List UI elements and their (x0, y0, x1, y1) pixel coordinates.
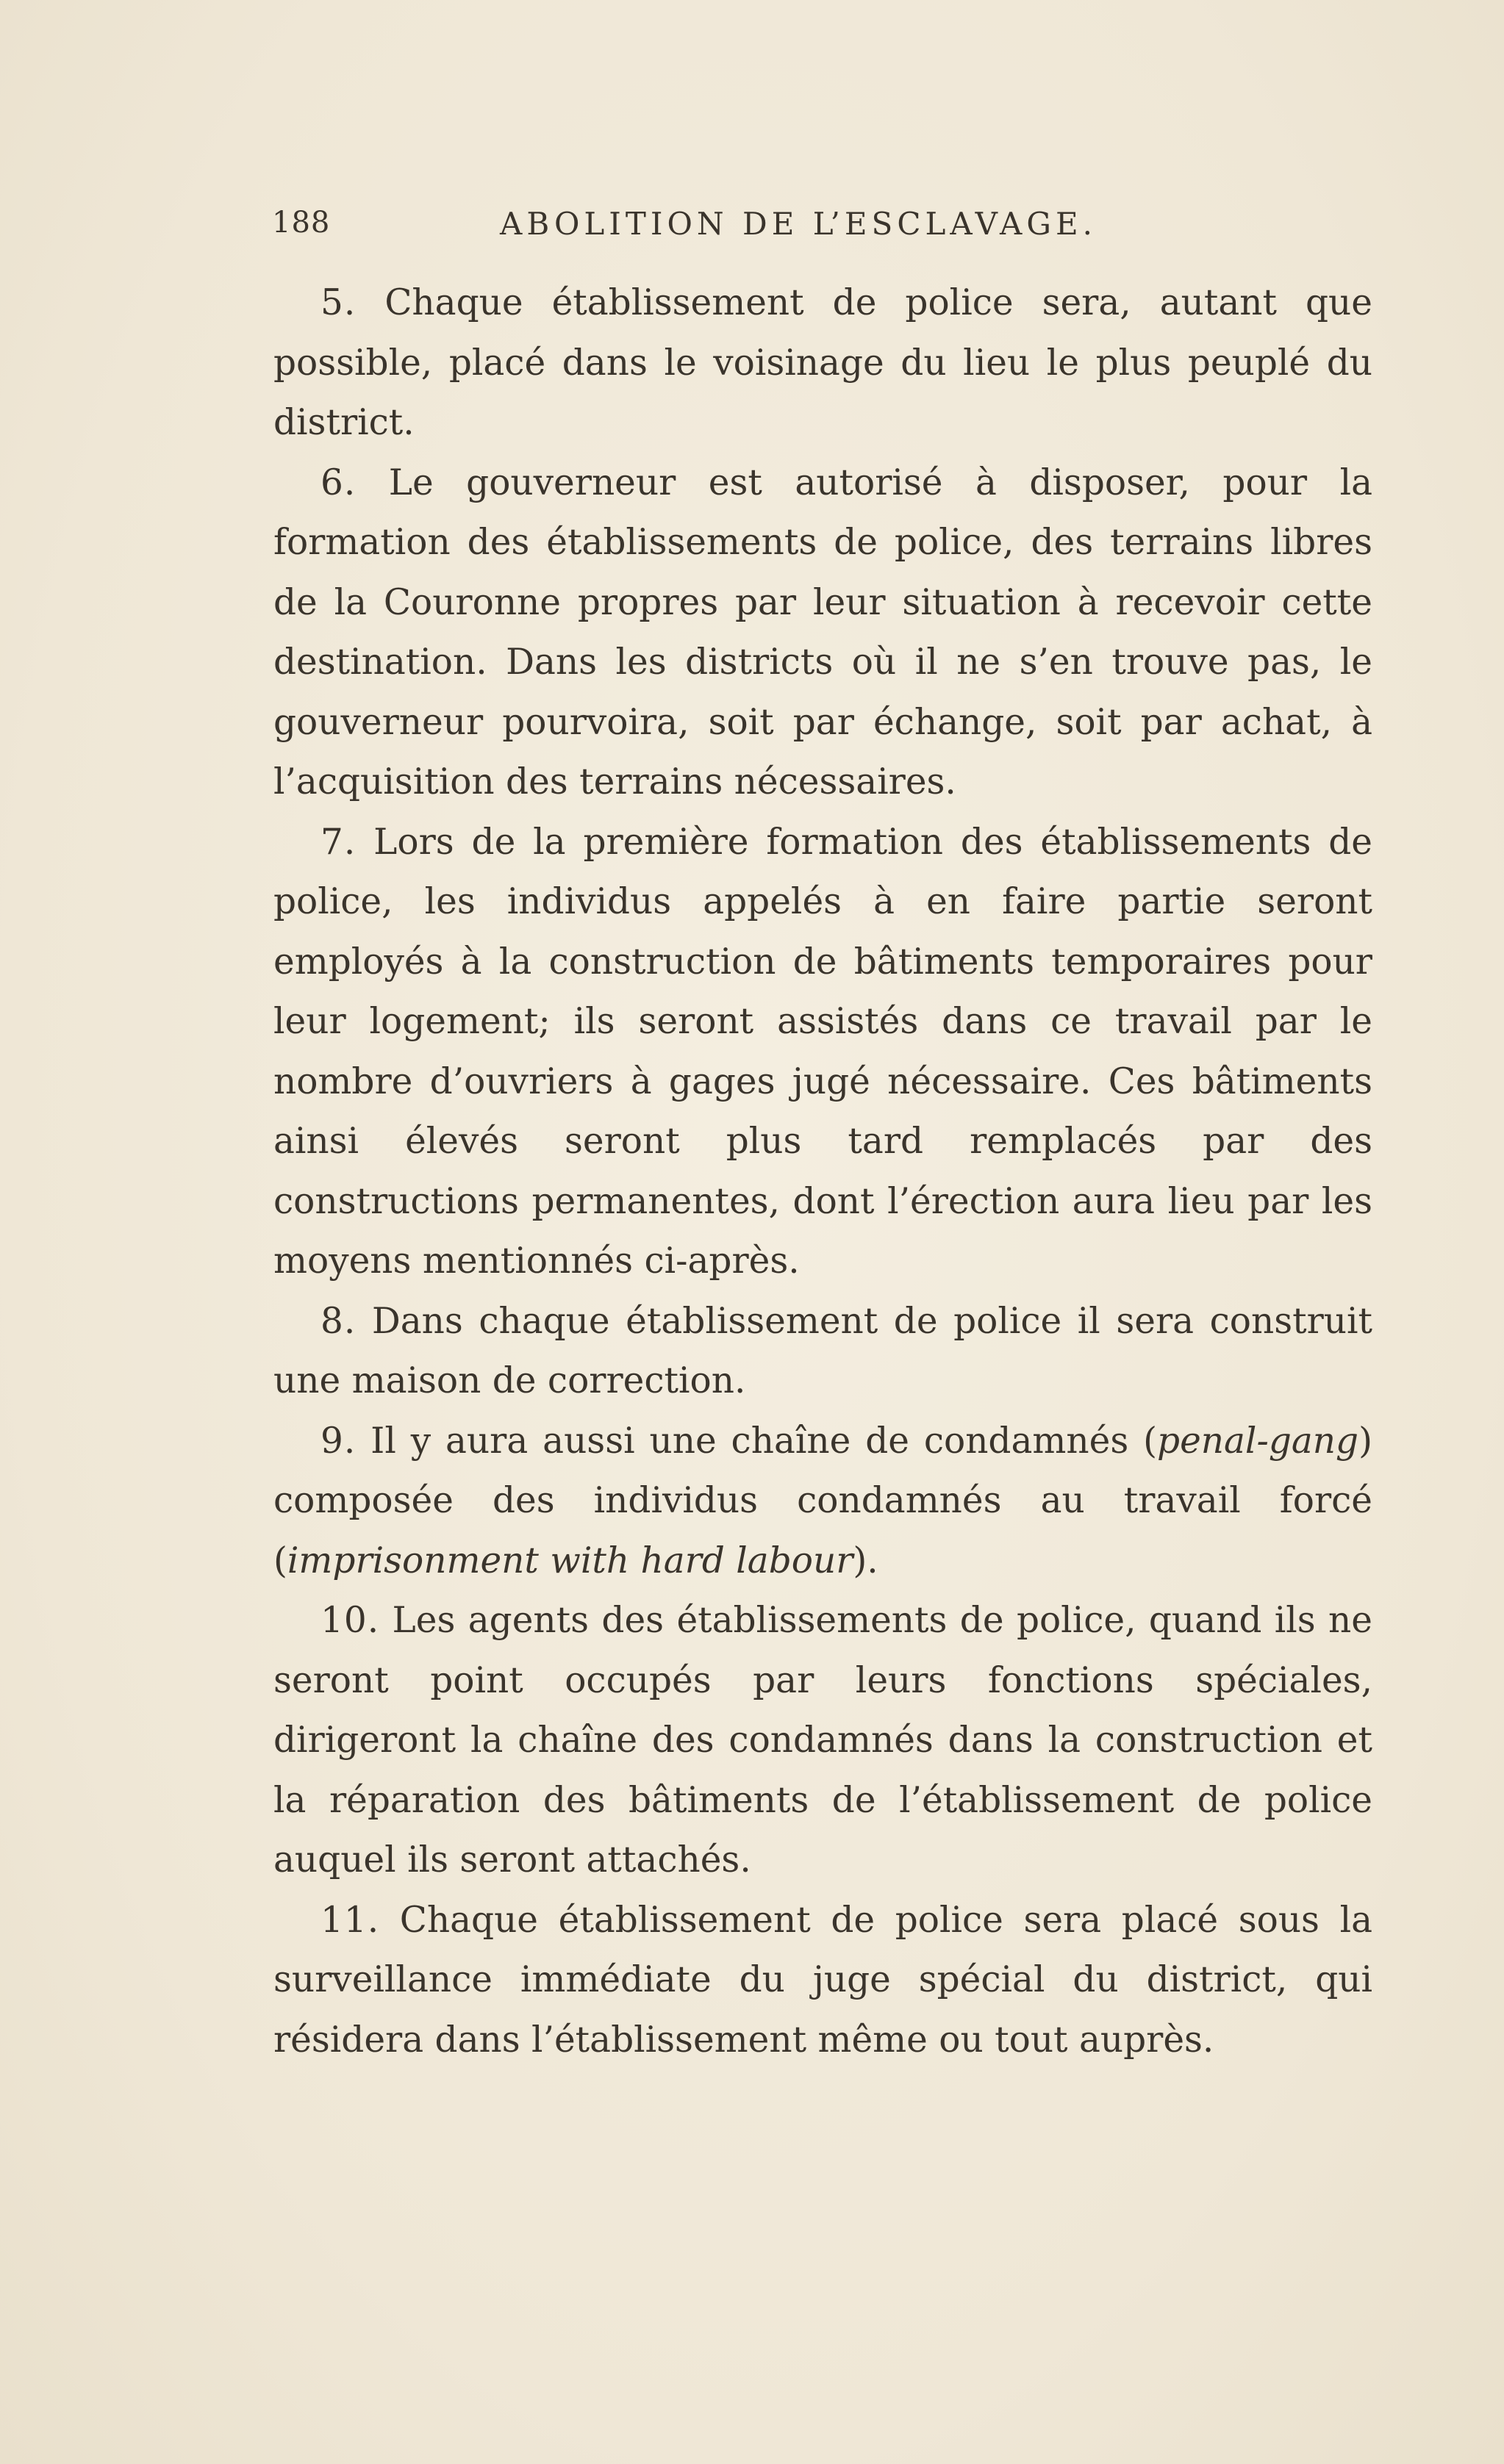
paragraph-text-part: ) composée des individus condamnés au travail forcé ( (273, 1420, 1372, 1581)
paragraph-text-part: ). (853, 1540, 878, 1581)
running-title: ABOLITION DE L’ESCLAVAGE. (500, 206, 1097, 242)
paragraph-11 (273, 1891, 1372, 2071)
paragraph-7 (273, 813, 1372, 1292)
paragraph-text: Dans chaque établissement de police il sera construit une maison de correction. (273, 1300, 1373, 1401)
paragraph-number: 10. (321, 1600, 380, 1641)
paragraph-text: Chaque établissement de police sera, autant que possible, placé dans le voisinage du lieu le plus peuplé du district. (273, 282, 1372, 443)
paragraph-number: 5. (321, 282, 357, 323)
running-head (272, 206, 1132, 250)
paragraph-number: 9. (321, 1420, 357, 1462)
paragraph-text-part: Il y aura aussi une chaîne de condamnés ( (370, 1420, 1158, 1462)
paragraph-9 (273, 1412, 1372, 1592)
paragraph-text: Lors de la première formation des établissements de police, les individus appelés à en faire partie seront employés à la construction de bâtiments temporaires pour leur logement; ils seront assistés dans ce travail par le nombre d’ouvriers à gages jugé nécessaire. Ces bâtiments ainsi élevés seront plus tard remplacés par des constructions permanentes, dont l’érection aura lieu par les moyens mentionnés ci-après. (273, 821, 1373, 1282)
paragraph-number: 11. (321, 1899, 380, 1941)
paragraph-6 (273, 453, 1372, 813)
paragraph-number: 7. (321, 821, 357, 863)
paragraph-number: 6. (321, 461, 357, 503)
paragraph-number: 8. (321, 1300, 357, 1342)
paragraph-text: Chaque établissement de police sera placé sous la surveillance immédiate du juge spécial du district, qui résidera dans l’établissement même ou tout auprès. (273, 1899, 1372, 2061)
paragraph-10 (273, 1591, 1372, 1891)
italic-term: imprisonment with hard labour (287, 1540, 853, 1581)
body-text (273, 273, 1372, 2070)
paragraph-text: Les agents des établissements de police, quand ils ne seront point occupés par leurs fonctions spéciales, dirigeront la chaîne des condamnés dans la construction et la réparation des bâtiments de l’établissement de police auquel ils seront attachés. (273, 1600, 1372, 1881)
italic-term: penal-gang (1157, 1420, 1359, 1462)
paragraph-8 (273, 1292, 1372, 1412)
page-number: 188 (272, 206, 331, 240)
paragraph-5 (273, 273, 1372, 453)
paragraph-text: Le gouverneur est autorisé à disposer, pour la formation des établissements de police, des terrains libres de la Couronne propres par leur situation à recevoir cette destination. Dans les districts où il ne s’en trouve pas, le gouverneur pourvoira, soit par échange, soit par achat, à l’acquisition des terrains nécessaires. (273, 461, 1373, 802)
